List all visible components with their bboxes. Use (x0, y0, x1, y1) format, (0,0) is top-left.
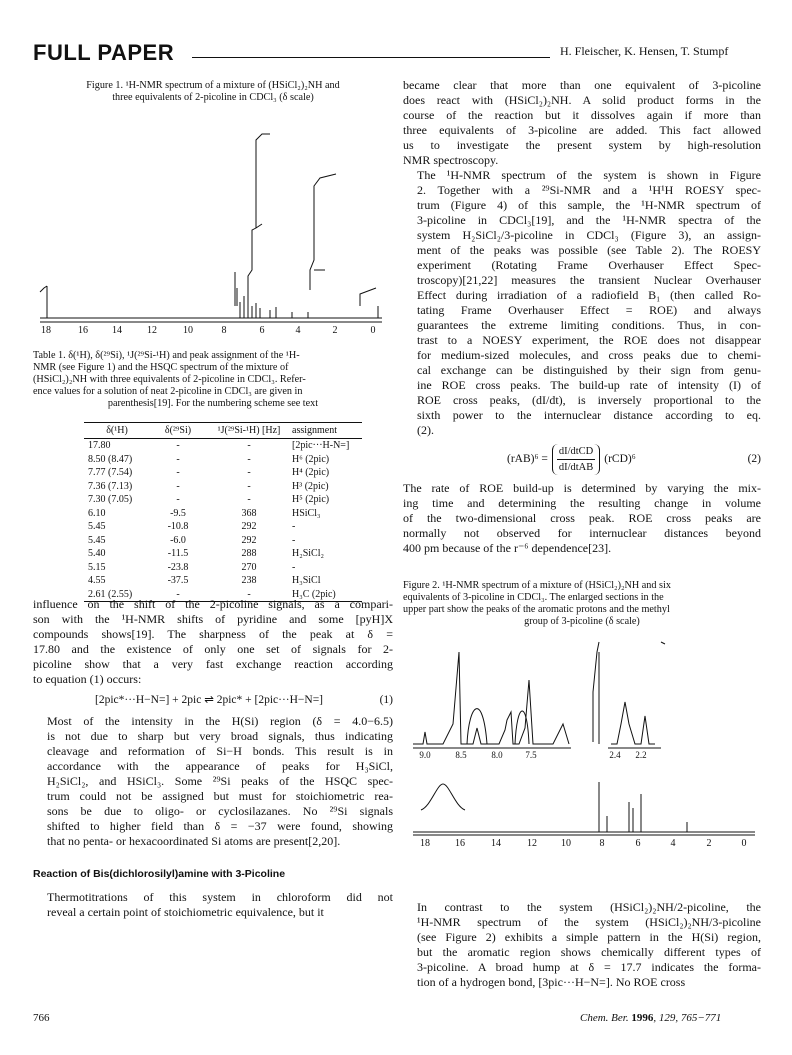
table-row (84, 480, 362, 494)
figure2-tick: 0 (741, 838, 747, 849)
text-line: The ¹H-NMR spectrum of the system is shown in Figure (417, 168, 761, 182)
figure2-spectrum (403, 632, 763, 850)
table-cell: H⁴ (2pic) (292, 467, 330, 479)
text-line: became clear that more than one equivalent of 3-picoline (403, 78, 761, 92)
paragraph (33, 890, 393, 920)
text-line: us to investigate the present system by high-resolution (403, 138, 761, 152)
figure1-caption-line: Figure 1. ¹H-NMR spectrum of a mixture of (HSiCl₂)₂NH and (86, 80, 340, 91)
table-cell: 292 (241, 521, 257, 533)
table1-body (84, 439, 362, 602)
text-line: trum (Figure 4) of this sample, the ¹H-NMR spectrum of (417, 198, 761, 212)
text-line: that no penta- or hexacoordinated Si atoms are present[2,20]. (47, 834, 341, 848)
equation2-denominator: dI/dtAB (558, 462, 594, 473)
figure1-tick: 12 (147, 325, 157, 336)
figure2-tick: 2 (706, 838, 712, 849)
table-cell: 4.55 (88, 575, 106, 587)
inset-tick: 8.5 (455, 750, 467, 760)
figure1-tick: 18 (41, 325, 51, 336)
text-line: shifted to higher field than δ = −37 were found, showing (47, 819, 393, 833)
table-cell: - (292, 561, 296, 573)
text-line: cleavage and reformation of Si−H bonds. This result is in (47, 744, 393, 758)
text-line: tating Frame Overhauser Effect = ROE) and always (417, 303, 761, 317)
table-cell: - (247, 480, 251, 492)
figure1-tick: 8 (221, 325, 227, 336)
inset-tick: 7.5 (525, 750, 537, 760)
table-cell: 7.30 (7.05) (88, 494, 133, 506)
text-line: (see Figure 2) exhibits a simple pattern in the H(Si) region, (417, 930, 761, 944)
paragraph (33, 714, 393, 849)
figure2-caption-line: upper part show the peaks of the aromatic protons and the methyl (403, 604, 670, 615)
text-line: does react with (HSiCl₂)₂NH. A solid product forms in the (403, 93, 761, 107)
figure2-caption-line: equivalents of 3-picoline in CDCl₃. The enlarged sections in the (403, 592, 664, 603)
figure1-tick: 6 (259, 325, 265, 336)
inset-aromatic-trace (413, 652, 569, 744)
table-cell: - (292, 521, 296, 533)
text-line: normally not observed for internuclear distances beyond (403, 526, 761, 540)
equation2-fraction (552, 444, 600, 475)
header-authors: H. Fleischer, K. Hensen, T. Stumpf (560, 44, 729, 58)
text-line: influence on the shift of the 2-picoline signals, as a compari- (33, 597, 393, 611)
table-cell: -6.0 (170, 534, 186, 546)
table-cell: 5.40 (88, 548, 106, 560)
table-cell: - (150, 588, 206, 602)
table-cell: H₃SiCl (292, 575, 321, 587)
text-line: guarantees the extreme limiting conditions. Thus, in con- (417, 318, 761, 332)
table-row (84, 574, 362, 588)
text-line: NMR spectroscopy. (403, 153, 499, 167)
table1-col-header: ¹J(²⁹Si-¹H) [Hz] (206, 423, 292, 439)
table-row (84, 453, 362, 467)
equation1-number: (1) (379, 694, 393, 706)
text-line: for medium-sized molecules, and cross peaks due to chemi- (417, 348, 761, 362)
table-cell: - (247, 440, 251, 452)
page-number: 766 (33, 1012, 50, 1024)
table-cell: - (247, 494, 251, 506)
text-line: system H₂SiCl₂/3-picoline in CDCl₃ (Figure 3), an assign- (417, 228, 761, 242)
table-cell: - (206, 588, 292, 602)
figure2-tick: 6 (635, 838, 641, 849)
figure1-caption-line: three equivalents of 2-picoline in CDCl₃ (δ scale) (112, 92, 314, 103)
inset-tick: 8.0 (491, 750, 503, 760)
table-cell: - (247, 453, 251, 465)
table-cell: 5.45 (88, 534, 106, 546)
equation2-rhs: (rCD)⁶ (604, 453, 636, 465)
figure1-tick: 10 (183, 325, 193, 336)
header-rule (192, 57, 550, 58)
integral-trace-2 (248, 134, 336, 318)
text-line: picoline show that a very fast exchange reaction according (33, 657, 393, 671)
table-cell: 288 (241, 548, 257, 560)
table-cell: 5.45 (88, 521, 106, 533)
figure1-tick: 2 (332, 325, 338, 336)
journal-name: Chem. Ber. (580, 1012, 629, 1024)
right-column-text-bottom (403, 900, 761, 990)
text-line: H₂SiCl₂, and HSiCl₃. Some ²⁹Si peaks of the HSQC spec- (47, 774, 393, 788)
table-cell: H₂SiCl₂ (292, 548, 324, 560)
table-row (84, 561, 362, 575)
table-cell: - (176, 453, 180, 465)
table-cell: - (176, 440, 180, 452)
table1-caption-line: Table 1. δ(¹H), δ(²⁹Si), ¹J(²⁹Si-¹H) and peak assignment of the ¹H- (33, 350, 300, 361)
figure2-tick: 12 (527, 838, 537, 849)
text-line: ment of the peaks was possible (see Table 2). The ROESY (417, 243, 761, 257)
table1-col-header: δ(²⁹Si) (150, 423, 206, 439)
text-line: Effect during irradiation of a radiofield B₁ (then called Ro- (417, 288, 761, 302)
text-line: The rate of ROE build-up is determined by varying the mix- (403, 481, 761, 495)
text-line: tion of a hydrogen bond, [3pic···H−N=]. No ROE cross (417, 975, 686, 989)
table-cell: 17.80 (88, 440, 111, 452)
table-cell: 8.50 (8.47) (88, 453, 133, 465)
text-line: sixth power to the internuclear distance according to eq. (417, 408, 761, 422)
table1-caption-line: ence values for a solution of neat 2-picoline in CDCl₃ are given in (33, 386, 303, 397)
text-line: of the two-dimensional cross peak. ROE cross peaks are (403, 511, 761, 525)
table-cell: -23.8 (167, 561, 189, 573)
inset-aromatic-integrals (467, 709, 529, 744)
table-cell: - (292, 534, 296, 546)
figure1-caption (38, 80, 388, 104)
table-cell: - (176, 494, 180, 506)
journal-citation (580, 1012, 721, 1024)
paragraph (403, 78, 761, 168)
spectrum-peaks (240, 296, 378, 318)
text-line: to equation (1) occurs: (33, 672, 142, 686)
table-cell: H⁶ (2pic) (292, 453, 330, 465)
table-cell: H³ (2pic) (292, 480, 329, 492)
right-column-text (403, 78, 761, 556)
text-line: cal exchange can be distinguished by their sign from genu- (417, 363, 761, 377)
table1-header-row (84, 423, 362, 439)
text-line: experiment (Rotating Frame Overhauser Effect Spec- (417, 258, 761, 272)
text-line: reveal a certain point of stoichiometric equivalence, but it (47, 905, 324, 919)
table-cell: - (176, 480, 180, 492)
text-line: course of the reaction but it dissolves again if more than (403, 108, 761, 122)
table-cell: 368 (241, 507, 257, 519)
table-cell: 270 (241, 561, 257, 573)
table-cell: 238 (241, 575, 257, 587)
figure2-tick: 16 (455, 838, 465, 849)
text-line: (2). (417, 423, 434, 437)
text-line: three equivalents of 3-picoline are added. This fact allowed (403, 123, 761, 137)
figure2-tick: 8 (599, 838, 605, 849)
journal-section-title: FULL PAPER (33, 40, 175, 65)
table-row (84, 534, 362, 548)
table-row (84, 507, 362, 521)
table-cell: -9.5 (170, 507, 186, 519)
figure2-caption-line: Figure 2. ¹H-NMR spectrum of a mixture of (HSiCl₂)₂NH and six (403, 580, 671, 591)
text-line: ing time and determining the resulting change in volume (403, 496, 761, 510)
figure2-caption-line: group of 3-picoline (δ scale) (524, 616, 640, 627)
figure2-caption (403, 580, 761, 628)
text-line: 17.80 and the existence of only one set of signals for 2- (33, 642, 393, 656)
table-cell: - (247, 467, 251, 479)
table-cell: 6.10 (88, 507, 106, 519)
table-cell: 292 (241, 534, 257, 546)
inset-methyl-integral (593, 642, 665, 742)
text-line: 3-picoline in CDCl₃[19], and the ¹H-NMR spectra of the (417, 213, 761, 227)
table-row (84, 439, 362, 453)
text-line: ¹H-NMR spectrum of the system (HSiCl₂)₂NH/3-picoline (417, 915, 761, 929)
left-column-text (33, 597, 393, 920)
figure2-tick: 10 (561, 838, 571, 849)
text-line: ine ROE cross peaks. The build-up rate of intensity (I) of (417, 378, 761, 392)
table-cell: [2pic···H-N=] (292, 440, 350, 452)
inset-methyl-trace (611, 702, 655, 744)
table-cell: -11.5 (167, 548, 189, 560)
text-line: sons be due to oligo- or cyclosilazanes. No ²⁹Si signals (47, 804, 393, 818)
table-cell: -10.8 (167, 521, 189, 533)
table-row (84, 547, 362, 561)
paragraph (403, 900, 761, 990)
figure2-tick: 18 (420, 838, 430, 849)
table-cell: 7.36 (7.13) (88, 480, 133, 492)
text-line: but the aromatic region shows chemically different types of (417, 945, 761, 959)
integral-trace-1 (40, 286, 47, 318)
figure1-tick: 4 (295, 325, 301, 336)
table-cell: 5.15 (88, 561, 106, 573)
text-line: accordance with the appearance of peaks for H₃SiCl, (47, 759, 393, 773)
text-line: Thermotitrations of this system in chloroform did not (47, 890, 393, 904)
paragraph (403, 481, 761, 556)
inset-tick: 9.0 (419, 750, 431, 760)
text-line: Most of the intensity in the H(Si) region (δ = 4.0−6.5) (47, 714, 393, 728)
text-line: troscopy)[21,22] measures the transient Nuclear Overhauser (417, 273, 761, 287)
section-heading: Reaction of Bis(dichlorosilyl)amine with 3-Picoline (33, 868, 286, 880)
journal-volume-pages: , 129, 765−771 (653, 1012, 722, 1024)
table-cell: H⁵ (2pic) (292, 494, 330, 506)
integral-trace-3 (235, 272, 376, 306)
text-line: trum could not be assigned but must for stoichiometric rea- (47, 789, 393, 803)
figure1-tick: 0 (370, 325, 376, 336)
table-row (84, 466, 362, 480)
text-line: compounds shows[19]. The sharpness of the peak at δ = (33, 627, 393, 641)
text-line: 400 pm because of the r⁻⁶ dependence[23]. (403, 541, 612, 555)
figure2-peaks (599, 782, 687, 832)
text-line: son with the ¹H-NMR shifts of pyridine and some [pyH]X (33, 612, 393, 626)
nh-hump-trace (421, 784, 465, 810)
text-line: trast to a NOESY experiment, the ROE does not disappear (417, 333, 761, 347)
text-line: is not due to sharp but very broad signals, thus indicating (47, 729, 393, 743)
inset-tick: 2.2 (635, 750, 647, 760)
table-cell: -37.5 (167, 575, 189, 587)
inset-tick: 2.4 (609, 750, 621, 760)
table1-caption-line: parenthesis[19]. For the numbering scheme see text (107, 398, 319, 409)
equation2-number: (2) (747, 453, 761, 465)
table-cell: 7.77 (7.54) (88, 467, 133, 479)
table1-caption (33, 350, 393, 410)
table-row (84, 520, 362, 534)
equation2-lhs: (rAB)⁶ = (507, 453, 548, 465)
paragraph (33, 597, 393, 687)
table1-col-header: δ(¹H) (84, 423, 150, 439)
equation2 (507, 444, 761, 475)
table-cell: HSiCl₃ (292, 507, 321, 519)
equation2-numerator: dI/dtCD (557, 444, 595, 460)
equation1-body: [2pic*···H−N=] + 2pic ⇌ 2pic* + [2pic···H−N=] (95, 694, 324, 706)
figure1-tick: 14 (112, 325, 122, 336)
table-cell: - (176, 467, 180, 479)
figure2-tick: 14 (491, 838, 501, 849)
text-line: ROE cross peaks, (dI/dt), is inversely proportional to the (417, 393, 761, 407)
table1-caption-line: NMR (see Figure 1) and the HSQC spectrum of the mixture of (33, 362, 289, 373)
figure1-tick: 16 (78, 325, 88, 336)
text-line: In contrast to the system (HSiCl₂)₂NH/2-picoline, the (417, 900, 761, 914)
text-line: 2. Together with a ²⁹Si-NMR and a ¹H¹H ROESY spec- (417, 183, 761, 197)
table1 (84, 422, 362, 602)
table1-caption-line: (HSiCl₂)₂NH with three equivalents of 2-picoline in CDCl₃. Refer- (33, 374, 306, 385)
table1-col-header: assignment (292, 423, 362, 439)
journal-year: 1996 (631, 1012, 654, 1024)
paragraph (403, 168, 761, 438)
figure2-tick: 4 (670, 838, 676, 849)
table-cell: H₃C (2pic) (292, 588, 362, 602)
table-row (84, 493, 362, 507)
equation1 (95, 693, 393, 708)
text-line: 3-picoline. A broad hump at δ = 17.7 indicates the forma- (417, 960, 761, 974)
figure1-spectrum (30, 120, 390, 338)
table-cell: 2.61 (2.55) (84, 588, 150, 602)
